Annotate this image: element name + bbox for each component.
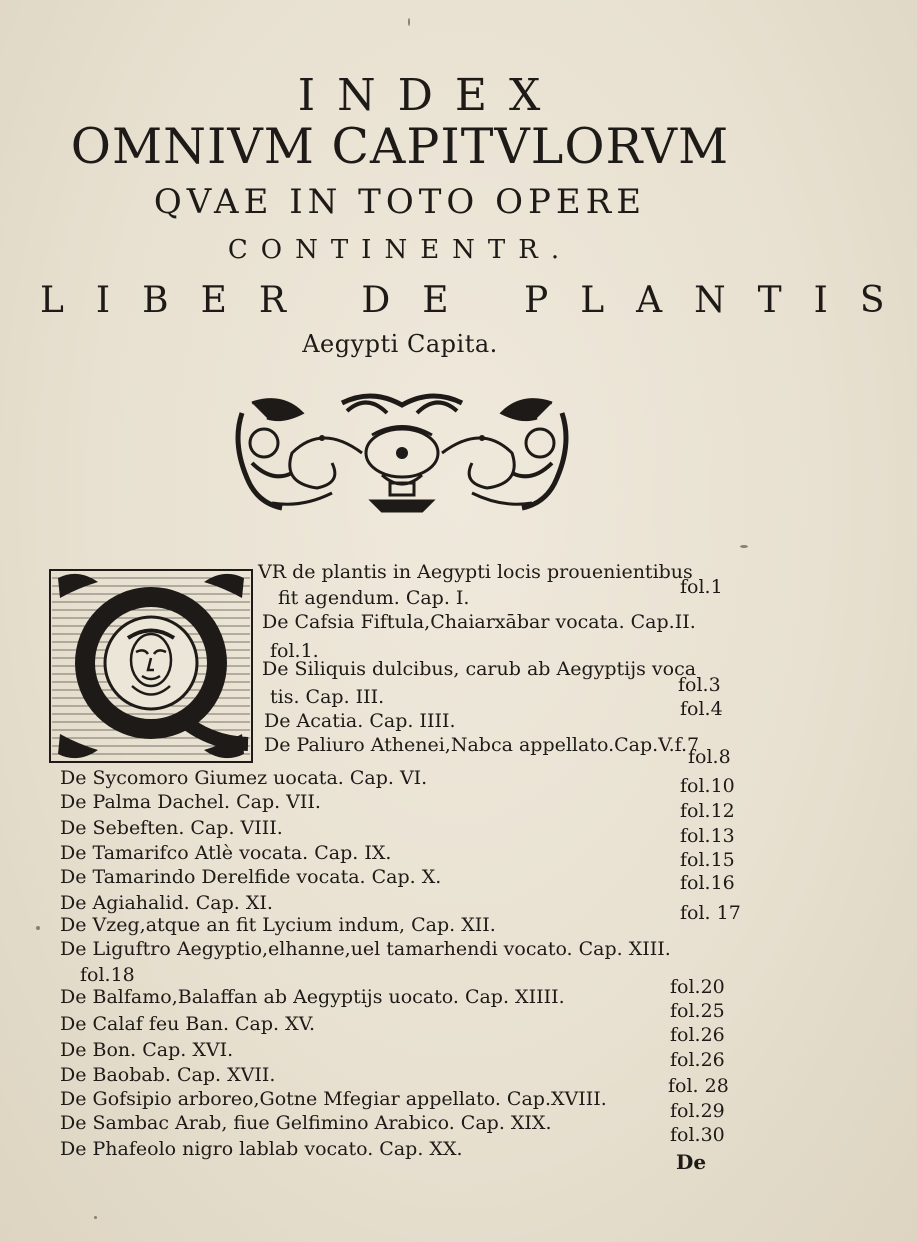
entry-text: De Gofsipio arboreo,Gotne Mfegiar appellato. Cap.XVIII. bbox=[60, 1088, 607, 1110]
folio-ref: fol.26 bbox=[670, 1024, 725, 1046]
folio-ref: fol.13 bbox=[680, 825, 735, 847]
entry-text: De Balfamo,Balaffan ab Aegyptijs uocato. Cap. XIIII. bbox=[60, 986, 565, 1008]
folio-ref: fol.16 bbox=[680, 872, 735, 894]
entry-text: De Tamarifco Atlè vocata. Cap. IX. bbox=[60, 842, 392, 864]
woodcut-ornament bbox=[222, 383, 582, 523]
paper-speck bbox=[740, 545, 748, 548]
entry-text: De Acatia. Cap. IIII. bbox=[264, 710, 456, 732]
entry-text: VR de plantis in Aegypti locis prouenientibus bbox=[258, 561, 693, 583]
entry-text: tis. Cap. III. bbox=[270, 686, 385, 708]
catchword: De bbox=[676, 1150, 707, 1174]
paper-speck bbox=[94, 1216, 97, 1219]
section-heading: LIBER DE PLANTIS bbox=[40, 280, 917, 321]
folio-ref: fol.15 bbox=[680, 849, 735, 871]
entry-text: De Sambac Arab, fiue Gelfimino Arabico. Cap. XIX. bbox=[60, 1112, 552, 1134]
folio-ref: fol. 17 bbox=[680, 902, 741, 924]
title-line-2: OMNIVM CAPITVLORVM bbox=[70, 118, 730, 175]
entry-text: De Agiahalid. Cap. XI. bbox=[60, 892, 273, 914]
entry-text: De Sycomoro Giumez uocata. Cap. VI. bbox=[60, 767, 428, 789]
entry-text: De Sebeften. Cap. VIII. bbox=[60, 817, 283, 839]
decorated-initial bbox=[48, 568, 254, 764]
paper-speck bbox=[408, 18, 410, 26]
folio-ref: fol.1 bbox=[680, 576, 723, 598]
entry-text: De Vzeg,atque an fit Lycium indum, Cap. XII. bbox=[60, 914, 496, 936]
entry-text: De Calaf feu Ban. Cap. XV. bbox=[60, 1013, 316, 1035]
folio-ref: fol.3 bbox=[678, 674, 721, 696]
entry-text: De Cafsia Fiftula,Chaiarxābar vocata. Cap.II. bbox=[262, 611, 696, 633]
folio-ref: fol.12 bbox=[680, 800, 735, 822]
section-subheading: Aegypti Capita. bbox=[302, 330, 498, 358]
title-line-3: QVAE IN TOTO OPERE bbox=[153, 182, 647, 222]
folio-ref: fol. 28 bbox=[668, 1075, 729, 1097]
folio-ref: fol.30 bbox=[670, 1124, 725, 1146]
entry-text: fol.18 bbox=[80, 964, 135, 986]
folio-ref: fol.20 bbox=[670, 976, 725, 998]
folio-ref: fol.26 bbox=[670, 1049, 725, 1071]
entry-text: De Phafeolo nigro lablab vocato. Cap. XX. bbox=[60, 1138, 463, 1160]
index-heading: INDEX bbox=[297, 70, 563, 121]
entry-text: De Palma Dachel. Cap. VII. bbox=[60, 791, 321, 813]
paper-speck bbox=[36, 926, 40, 930]
entry-text: De Liguftro Aegyptio,elhanne,uel tamarhendi vocato. Cap. XIII. bbox=[60, 938, 671, 960]
entry-text: fol.1. bbox=[270, 640, 319, 662]
entry-text: fit agendum. Cap. I. bbox=[278, 587, 470, 609]
title-line-4: CONTINENTR. bbox=[227, 235, 573, 265]
folio-ref: fol.10 bbox=[680, 775, 735, 797]
folio-ref: fol.8 bbox=[688, 746, 731, 768]
folio-ref: fol.29 bbox=[670, 1100, 725, 1122]
folio-ref: fol.4 bbox=[680, 698, 723, 720]
entry-text: De Paliuro Athenei,Nabca appellato.Cap.V.f.7 bbox=[264, 734, 700, 756]
entry-text: De Siliquis dulcibus, carub ab Aegyptijs voca bbox=[262, 658, 697, 680]
entry-text: De Baobab. Cap. XVII. bbox=[60, 1064, 276, 1086]
entry-text: De Bon. Cap. XVI. bbox=[60, 1039, 234, 1061]
entry-text: De Tamarindo Derelfide vocata. Cap. X. bbox=[60, 866, 442, 888]
folio-ref: fol.25 bbox=[670, 1000, 725, 1022]
